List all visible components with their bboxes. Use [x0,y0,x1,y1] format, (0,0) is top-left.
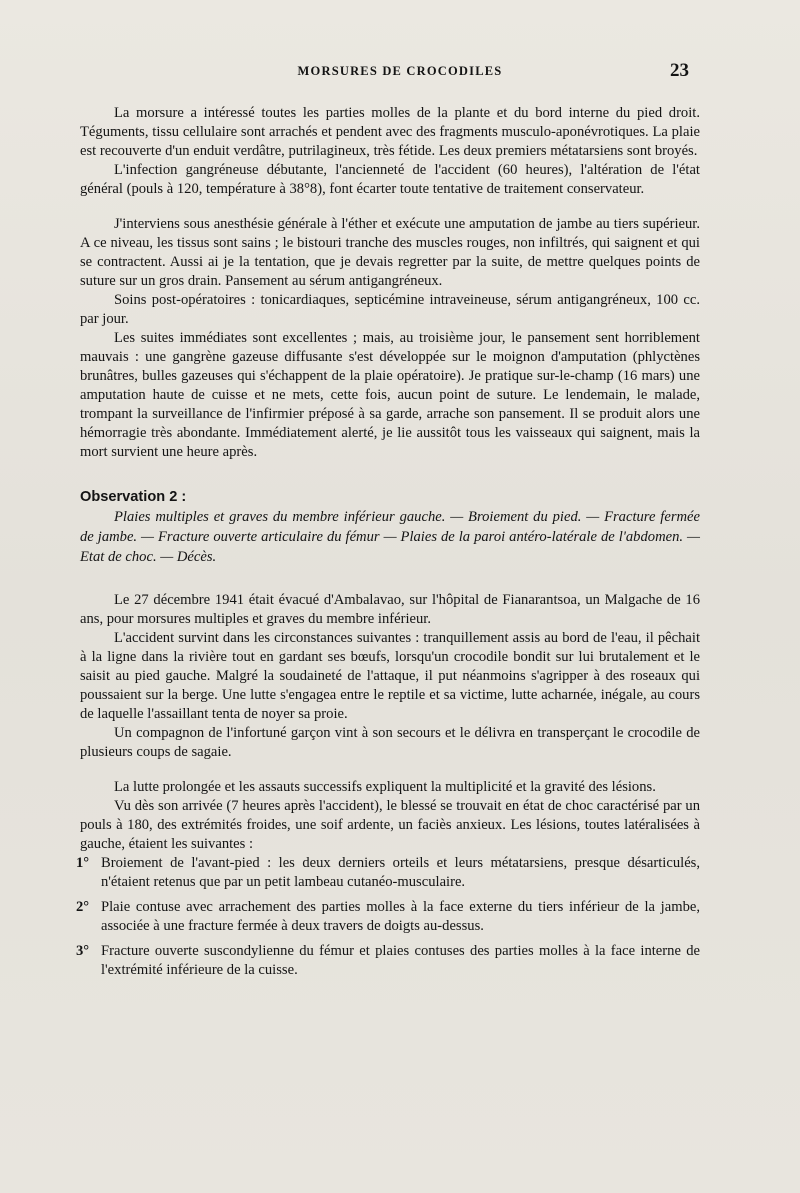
list-text: Fracture ouverte suscondylienne du fémur et plaies contuses des parties molles à la face interne de l'extrémité inférieure de la cuisse. [101,943,700,978]
paragraph: Un compagnon de l'infortuné garçon vint à son secours et le délivra en transperçant le crocodile de plusieurs coups de sagaie. [80,725,700,760]
paragraph: L'accident survint dans les circonstances suivantes : tranquillement assis au bord de l'eau, il pêchait à la ligne dans la rivière tout en gardant ses bœufs, lorsqu'un crocodile bondit sur lui brutalement et le saisit au pied gauche. Malgré la soudaineté de l'attaque, il put néanmoins s'agripper à des roseaux qui poussaient sur la berge. Une lutte s'engagea entre le reptile et sa victime, lutte acharnée, inégale, au cours de laquelle l'assaillant tenta de noyer sa proie. [80,630,700,722]
paragraph: J'interviens sous anesthésie générale à l'éther et exécute une amputation de jambe au tiers supérieur. A ce niveau, les tissus sont sains ; le bistouri tranche des muscles rouges, non infiltrés, qui saignent et qui se contractent. Aussi ai je la tentation, que je devais regretter par la suite, de mettre quelques points de suture sur un gros drain. Pansement au sérum antigangréneux. [80,216,700,289]
list-text: Plaie contuse avec arrachement des parties molles à la face externe du tiers inférieur de la jambe, associée à une fracture fermée à deux travers de doigts au-dessus. [101,899,700,934]
paragraph: Vu dès son arrivée (7 heures après l'accident), le blessé se trouvait en état de choc caractérisé par un pouls à 180, des extrémités froides, une soif ardente, un faciès anxieux. Les lésions, toutes latéralisées à gauche, étaient les suivantes : [80,798,700,852]
observation-title: Observation 2 : [80,489,187,505]
page-number: 23 [670,60,689,81]
observation-summary: Plaies multiples et graves du membre inférieur gauche. — Broiement du pied. — Fracture fermée de jambe. — Fracture ouverte articulaire du fémur — Plaies de la paroi antéro-latérale de l'abdomen. — Etat de choc. — Décès. [80,509,700,565]
paragraph: La morsure a intéressé toutes les parties molles de la plante et du bord interne du pied droit. Téguments, tissu cellulaire sont arrachés et pendent avec des fragments musculo-aponévrotiques. La plaie est recouverte d'un enduit verdâtre, putrilagineux, très fétide. Les deux premiers métatarsiens sont broyés. [80,105,700,159]
list-text: Broiement de l'avant-pied : les deux derniers orteils et leurs métatarsiens, presque désarticulés, n'étaient retenus que par un petit lambeau cutanéo-musculaire. [101,855,700,890]
lesions-list [76,854,700,980]
list-number: 2° [76,899,90,915]
paragraph: La lutte prolongée et les assauts successifs expliquent la multiplicité et la gravité des lésions. [114,779,656,795]
paragraph: Soins post-opératoires : tonicardiaques, septicémine intraveineuse, sérum antigangréneux, 100 cc. par jour. [80,292,700,327]
paragraph: Le 27 décembre 1941 était évacué d'Ambalavao, sur l'hôpital de Fianarantsoa, un Malgache de 16 ans, pour morsures multiples et graves du membre inférieur. [80,592,700,627]
list-number: 1° [76,855,90,871]
list-number: 3° [76,943,90,959]
page-body [76,104,700,980]
running-title: MORSURES DE CROCODILES [297,64,503,78]
paragraph: Les suites immédiates sont excellentes ; mais, au troisième jour, le pansement sent horriblement mauvais : une gangrène gazeuse diffusante s'est développée sur le moignon d'amputation (phlyctènes brunâtres, bulles gazeuses qui s'échappent de la plaie opératoire). Je pratique sur-le-champ (16 mars) une amputation haute de cuisse et ne mets, cette fois, aucun point de suture. Le lendemain, le malade, trompant la surveillance de l'infirmier préposé à sa garde, arrache son pansement. Il se produit alors une hémorragie très abondante. Immédiatement alerté, je lie aussitôt tous les vaisseaux qui saignent, mais la mort survient une heure après. [80,330,700,460]
list-item [76,898,700,936]
paragraph: L'infection gangréneuse débutante, l'ancienneté de l'accident (60 heures), l'altération de l'état général (pouls à 120, température à 38°8), font écarter toute tentative de traitement conservateur. [80,162,700,197]
list-item [76,942,700,980]
list-item [76,854,700,892]
